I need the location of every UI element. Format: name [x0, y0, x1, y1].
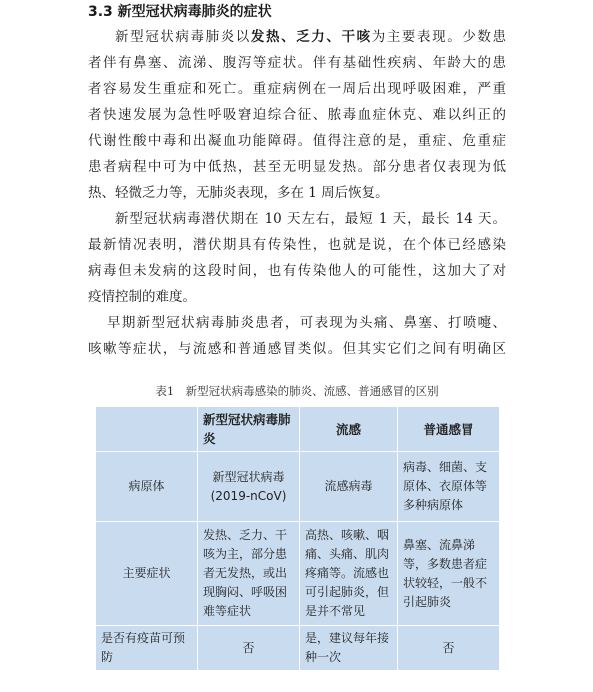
- table-row: [96, 626, 500, 671]
- emphasis-key-symptoms: 发热、乏力、干咳: [250, 29, 372, 45]
- text-line: 早期新型冠状病毒肺炎患者，可表现为头痛、鼻塞、打喷嚏、: [107, 315, 506, 331]
- table-row: [96, 522, 500, 626]
- header-cell-cold: 普通感冒: [398, 407, 500, 452]
- cell-cold: 否: [398, 626, 500, 671]
- cell-covid: 否: [198, 626, 300, 671]
- paragraph-incubation: [88, 206, 506, 310]
- header-cell-flu: 流感: [300, 407, 398, 452]
- comparison-table: [95, 406, 500, 671]
- text-line: 者快速发展为急性呼吸窘迫综合征、脓毒血症休克、难以纠正的: [88, 107, 506, 123]
- text-line: 最新情况表明，潜伏期具有传染性，也就是说，在个体已经感染: [88, 237, 506, 253]
- row-label: 主要症状: [96, 522, 198, 626]
- text-line: 新型冠状病毒肺炎以发热、乏力、干咳为主要表现。少数患: [115, 29, 506, 45]
- cell-cold: 鼻塞、流鼻涕等，多数患者症状较轻，一般不引起肺炎: [398, 522, 500, 626]
- text-line: 病毒但未发病的这段时间，也有传染他人的可能性，这加大了对: [88, 263, 506, 279]
- cell-covid: 发热、乏力、干咳为主，部分患者无发热，或出现胸闷、呼吸困难等症状: [198, 522, 300, 626]
- cell-cold: 病毒、细菌、支原体、衣原体等多种病原体: [398, 452, 500, 522]
- text-line: 新型冠状病毒潜伏期在 10 天左右，最短 1 天，最长 14 天。: [115, 211, 506, 227]
- header-cell-empty: [96, 407, 198, 452]
- text-line: 咳嗽等症状，与流感和普通感冒类似。但其实它们之间有明确区: [88, 341, 506, 357]
- cell-flu: 高热、咳嗽、咽痛、头痛、肌肉疼痛等。流感也可引起肺炎，但是并不常见: [300, 522, 398, 626]
- text-line: 疫情控制的难度。: [88, 289, 196, 305]
- cell-covid: 新型冠状病毒 (2019-nCoV): [198, 452, 300, 522]
- header-cell-covid: 新型冠状病毒肺炎: [198, 407, 300, 452]
- row-label: 病原体: [96, 452, 198, 522]
- cell-flu: 是，建议每年接种一次: [300, 626, 398, 671]
- cell-flu: 流感病毒: [300, 452, 398, 522]
- paragraph-symptoms: [88, 24, 506, 206]
- table-header-row: [96, 407, 500, 452]
- paragraph-early-symptoms: [88, 310, 506, 362]
- table-row: [96, 452, 500, 522]
- text-line: 患者病程中可为中低热，甚至无明显发热。部分患者仅表现为低: [88, 159, 506, 175]
- table-caption: 表1 新型冠状病毒感染的肺炎、流感、普通感冒的区别: [155, 384, 439, 398]
- text-line: 代谢性酸中毒和出凝血功能障碍。值得注意的是，重症、危重症: [88, 133, 506, 149]
- text-line: 者容易发生重症和死亡。重症病例在一周后出现呼吸困难，严重: [88, 81, 506, 97]
- row-label: 是否有疫苗可预防: [96, 626, 198, 671]
- text-line: 热、轻微乏力等，无肺炎表现，多在 1 周后恢复。: [88, 185, 389, 201]
- section-heading: 3.3 新型冠状病毒肺炎的症状: [88, 4, 272, 20]
- text-line: 者伴有鼻塞、流涕、腹泻等症状。伴有基础性疾病、年龄大的患: [88, 55, 506, 71]
